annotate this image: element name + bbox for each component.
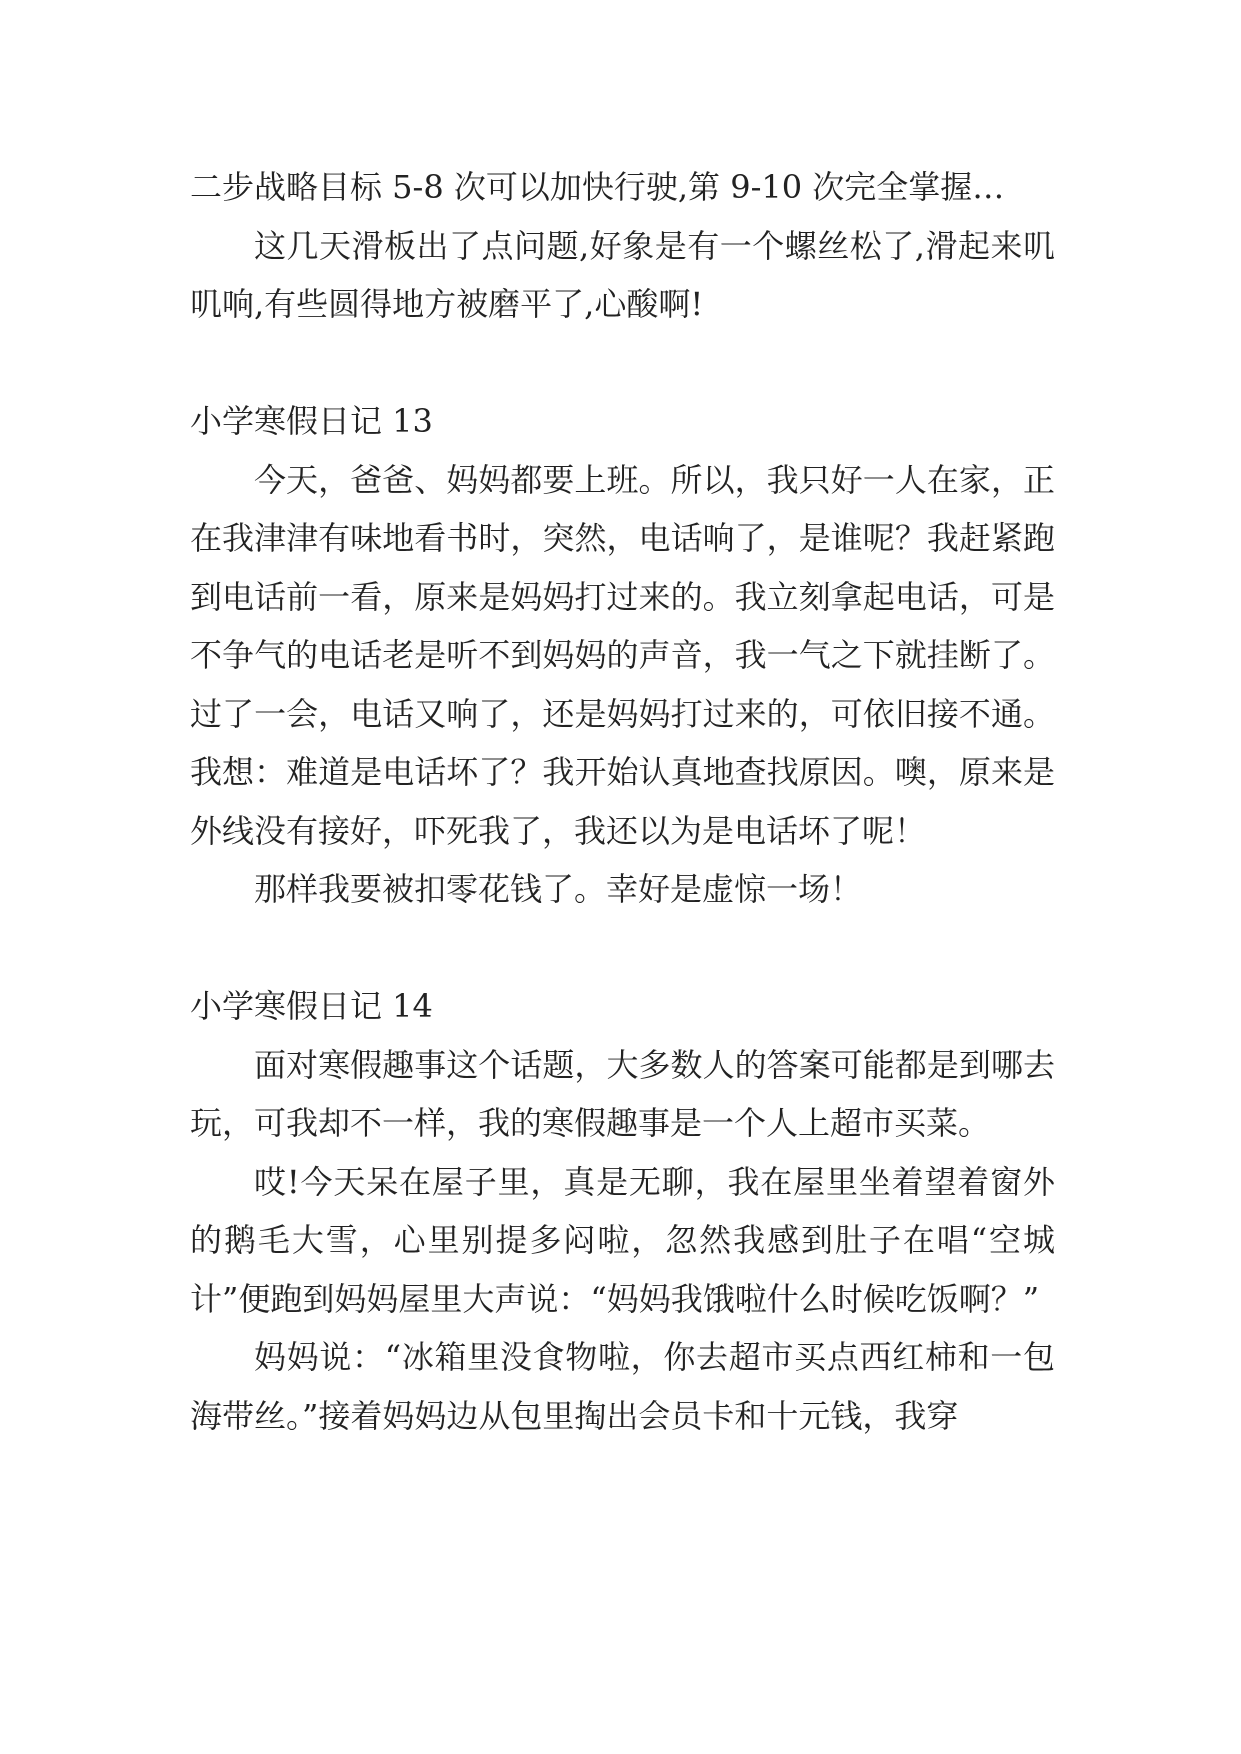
entry-13-paragraph-1: 今天，爸爸、妈妈都要上班。所以，我只好一人在家，正在我津津有味地看书时，突然，电话响了，是谁呢？我赶紧跑到电话前一看，原来是妈妈打过来的。我立刻拿起电话，可是不争气的电话老是听不到妈妈的声音，我一气之下就挂断了。过了一会，电话又响了，还是妈妈打过来的，可依旧接不通。我想：难道是电话坏了？我开始认真地查找原因。噢，原来是外线没有接好，吓死我了，我还以为是电话坏了呢！ — [190, 460, 1055, 850]
entry-14-paragraph-1: 面对寒假趣事这个话题，大多数人的答案可能都是到哪去玩，可我却不一样，我的寒假趣事是一个人上超市买菜。 — [190, 1045, 1055, 1142]
section-gap — [190, 919, 1055, 978]
entry-14-paragraph-3: 妈妈说：“冰箱里没食物啦，你去超市买点西红柿和一包海带丝。”接着妈妈边从包里掏出会员卡和十元钱，我穿 — [190, 1338, 1055, 1435]
document-page — [190, 158, 1055, 1445]
continuation-line: 二步战略目标 5-8 次可以加快行驶,第 9-10 次完全掌握… — [190, 168, 1005, 206]
continuation-paragraph: 这几天滑板出了点问题,好象是有一个螺丝松了,滑起来叽叽响,有些圆得地方被磨平了,心酸啊! — [190, 226, 1055, 323]
entry-13-paragraph-2: 那样我要被扣零花钱了。幸好是虚惊一场！ — [254, 870, 863, 908]
entry-13-title: 小学寒假日记 13 — [190, 402, 433, 440]
entry-14-title: 小学寒假日记 14 — [190, 987, 433, 1025]
section-gap — [190, 334, 1055, 393]
entry-14-paragraph-2: 哎!今天呆在屋子里，真是无聊，我在屋里坐着望着窗外的鹅毛大雪，心里别提多闷啦，忽然我感到肚子在唱“空城计”便跑到妈妈屋里大声说：“妈妈我饿啦什么时候吃饭啊？” — [190, 1162, 1055, 1318]
